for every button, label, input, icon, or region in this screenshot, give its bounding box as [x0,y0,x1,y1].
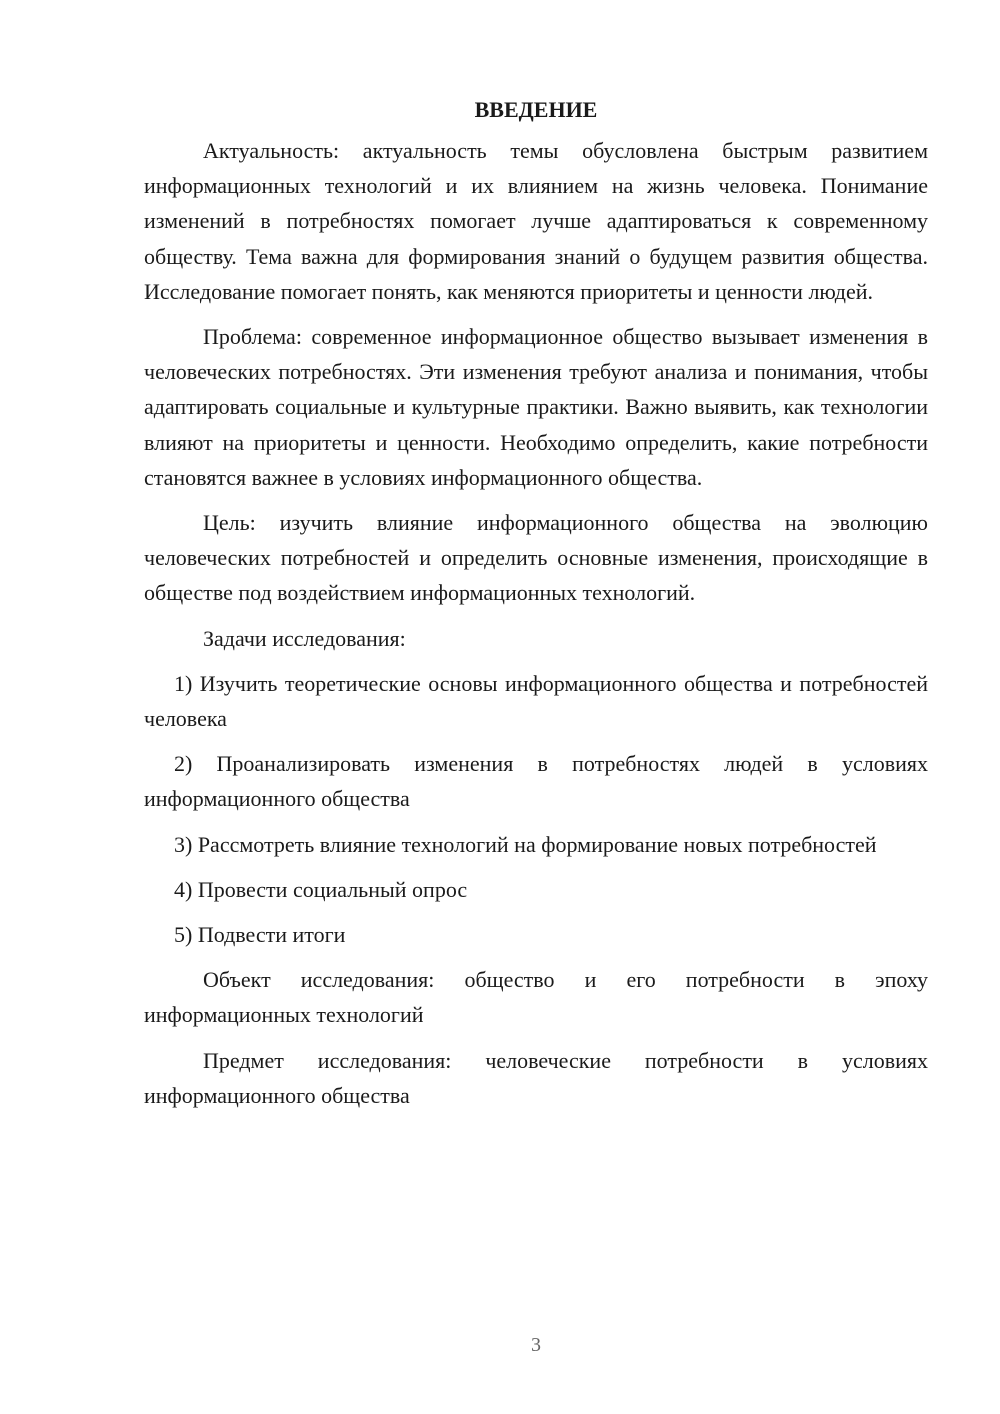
task-item: 1) Изучить теоретические основы информационного общества и потребностей человека [144,670,928,732]
task-item: 5) Подвести итоги [174,922,346,948]
goal-paragraph: Цель: изучить влияние информационного общества на эволюцию человеческих потребностей и определить основные изменения, происходящие в обществе под воздействием информационных технологий. [144,510,928,606]
research-object-paragraph: Объект исследования: общество и его потребности в эпоху информационных технологий [144,967,928,1028]
research-subject-paragraph: Предмет исследования: человеческие потребности в условиях информационного общества [144,1047,928,1108]
document-page [144,92,928,1113]
task-item: 3) Рассмотреть влияние технологий на формирование новых потребностей [174,831,877,857]
problem-paragraph: Проблема: современное информационное общество вызывает изменения в человеческих потребностях. Эти изменения требуют анализа и понимания, чтобы адаптировать социальные и культурные практики. Важно выявить, как технологии влияют на приоритеты и ценности. Необходимо определить, какие потребности становятся важнее в условиях информационного общества. [144,324,928,490]
section-title: ВВЕДЕНИЕ [474,97,598,122]
relevance-paragraph: Актуальность: актуальность темы обусловлена быстрым развитием информационных технологий и их влиянием на жизнь человека. Понимание изменений в потребностях помогает лучше адаптироваться к современному обществу. Тема важна для формирования знаний о будущем развития общества. Исследование помогает понять, как меняются приоритеты и ценности людей. [144,138,928,304]
task-item: 4) Провести социальный опрос [174,876,468,902]
task-item: 2) Проанализировать изменения в потребностях людей в условиях информационного общества [144,751,928,812]
page-number: 3 [531,1334,541,1356]
tasks-heading: Задачи исследования: [203,625,406,651]
